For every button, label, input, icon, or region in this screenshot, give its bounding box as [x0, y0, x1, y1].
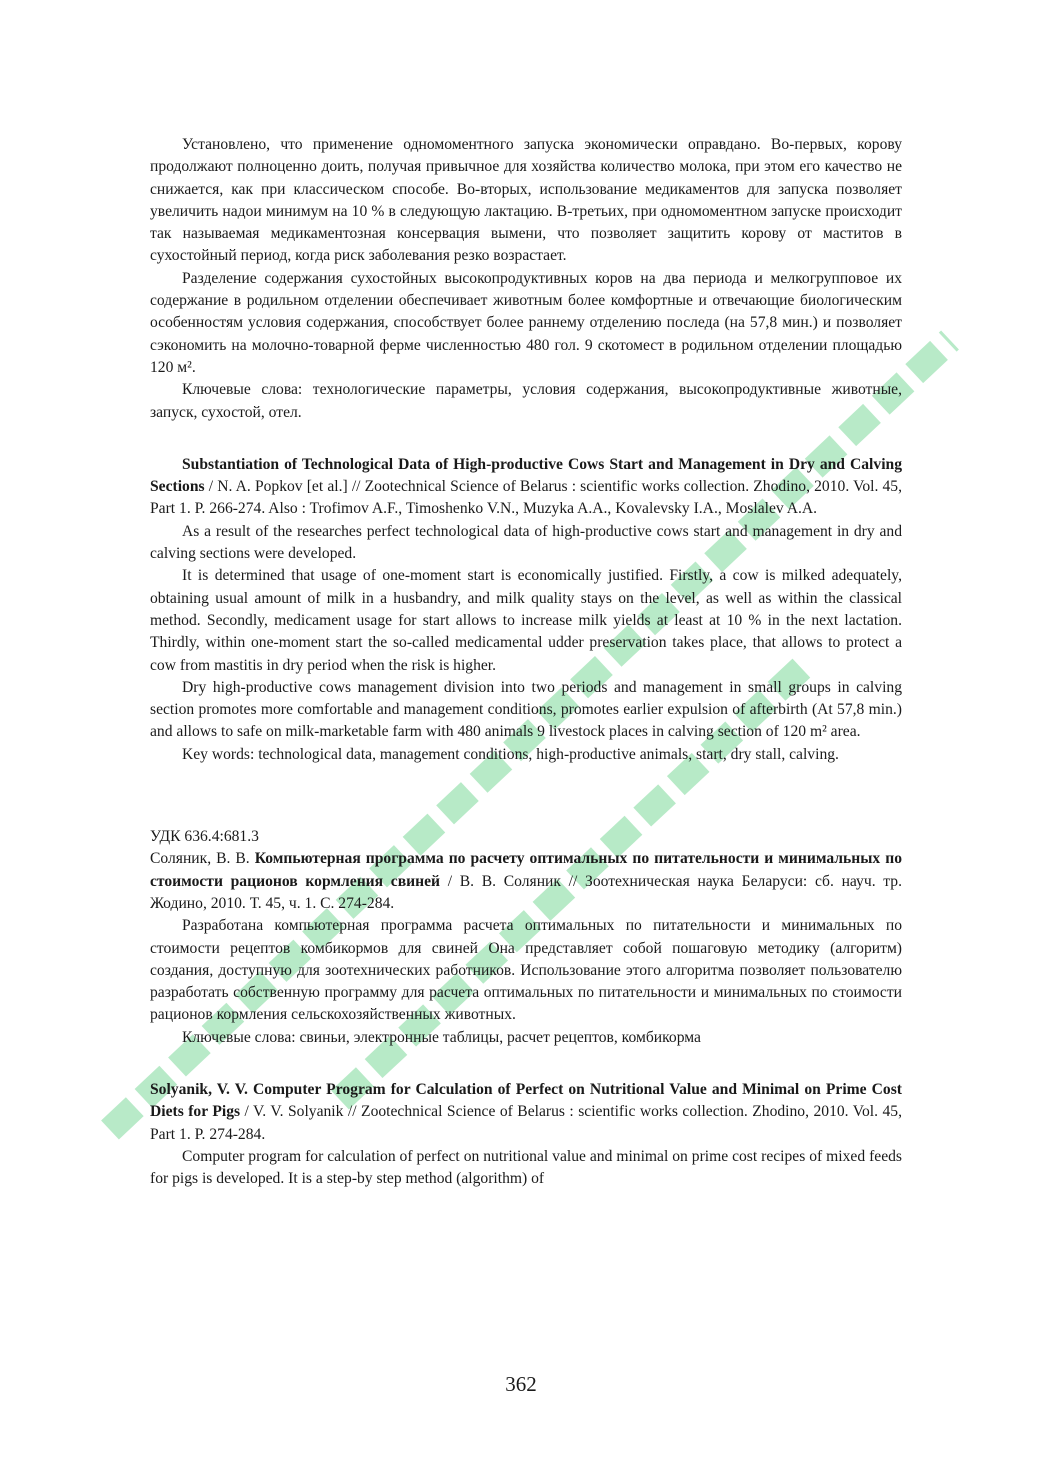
article-title: Substantiation of Technological Data of High-productive Cows Start and Management in Dry and Calving Sections [150, 455, 902, 496]
abstract-en-2 [150, 1079, 902, 1190]
citation-line [150, 1079, 902, 1146]
udk-code: УДК 636.4:681.3 [150, 828, 259, 846]
abstract-ru-2 [150, 826, 902, 1049]
citation: / V. V. Solyanik // Zootechnical Science of Belarus : scientific works collection. Zhodino, 2010. Vol. 45, Part 1. P. 274-284. [150, 1103, 902, 1143]
paragraph: Dry high-productive cows management division into two periods and management in small groups in calving section promotes more comfortable and management conditions, promotes earlier expulsion of afterbirth (At 57,8 min.) and allows to safe on milk-marketable farm with 480 animals 9 livestock places in calving section of 120 m² area. [150, 678, 902, 741]
abstract-ru-1 [150, 134, 902, 424]
author: Соляник, В. В. [150, 850, 255, 868]
keywords: Key words: technological data, management conditions, high-productive animals, start, dry stall, calving. [182, 745, 839, 763]
paragraph: Разработана компьютерная программа расчета оптимальных по питательности и минимальных по стоимости рецептов комбикормов для свиней Она представляет собой пошаговую методику (алгоритм) создания, доступную для зоотехнических работников. Использование этого алгоритма позволяет пользователю разработать собственную программу для расчета оптимальных по питательности и минимальных по стоимости рационов кормления сельскохозяйственных животных. [150, 917, 902, 1024]
citation: / N. A. Popkov [et al.] // Zootechnical Science of Belarus : scientific works collection. Zhodino, 2010. Vol. 45, Part 1. P. 266-274. Also : Trofimov A.F., Timoshenko V.N., Muzyka A.A., Kovalevsky I.A., Moslalev A.A. [150, 478, 902, 518]
article-title: Компьютерная программа по расчету оптимальных по питательности и минимальных по стоимости рационов кормления свиней [150, 850, 902, 890]
keywords: Ключевые слова: свиньи, электронные таблицы, расчет рецептов, комбикорма [182, 1028, 701, 1046]
abstract-en-1 [150, 454, 902, 766]
citation-line [150, 454, 902, 521]
page-body [150, 134, 902, 1190]
paragraph: Computer program for calculation of perfect on nutritional value and minimal on prime cost recipes of mixed feeds for pigs is developed. It is a step-by step method (algorithm) of [150, 1147, 902, 1188]
citation: / В. В. Соляник // Зоотехническая наука Беларуси: сб. науч. тр. Жодино, 2010. Т. 45, ч. 1. С. 274-284. [150, 872, 903, 912]
paragraph: Разделение содержания сухостойных высокопродуктивных коров на два периода и мелкогрупповое их содержание в родильном отделении обеспечивает животным более комфортные и отвечающие биологическим особенностям условия содержания, способствует более раннему отделению последа (на 57,8 мин.) и позволяет сэкономить на молочно-товарной ферме численностью 480 гол. 9 скотомест в родильном отделении площадью 120 м². [150, 269, 902, 376]
paragraph: As a result of the researches perfect technological data of high-productive cows start and management in dry and calving sections were developed. [150, 522, 902, 563]
paragraph: Установлено, что применение одномоментного запуска экономически оправдано. Во-первых, корову продолжают полноценно доить, получая привычное для хозяйства количество молока, при этом его качество не снижается, как при классическом способе. Во-вторых, использование медикаментов для запуска позволяет увеличить надои минимум на 10 % в следующую лактацию. В-третьих, при одномоментном запуске происходит так называемая медикаментозная консервация вымени, что позволяет защитить корову от маститов в сухостойный период, когда риск заболевания резко возрастает. [150, 136, 902, 265]
paragraph: It is determined that usage of one-moment start is economically justified. Firstly, a cow is milked adequately, obtaining usual amount of milk in a husbandry, and milk quality stays on the level, as well as within the classical method. Secondly, medicament usage for start allows to increase milk yields at least at 10 % in the next lactation. Thirdly, within one-moment start the so-called medicamental udder preservation takes place, that allows to protect a cow from mastitis in dry period when the risk is higher. [150, 567, 902, 674]
keywords: Ключевые слова: технологические параметры, условия содержания, высокопродуктивные животные, запуск, сухостой, отел. [150, 381, 902, 421]
page-number: 362 [505, 1372, 537, 1396]
citation-line [150, 848, 902, 915]
article-title: Solyanik, V. V. Computer Program for Calculation of Perfect on Nutritional Value and Minimal on Prime Cost Diets for Pigs [150, 1080, 902, 1121]
